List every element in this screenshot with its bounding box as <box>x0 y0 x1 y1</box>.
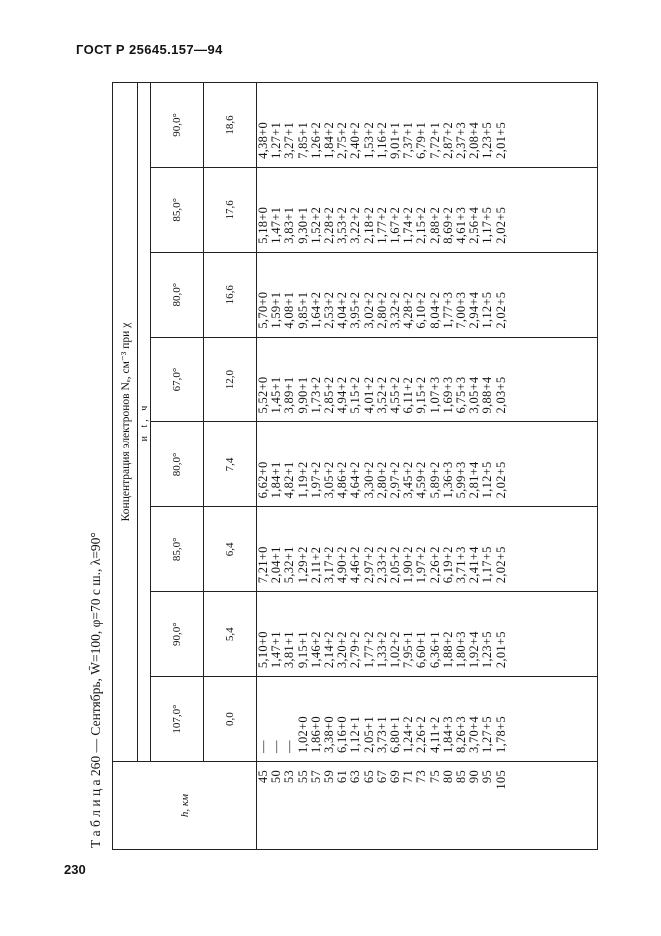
table-cell: 3,45+2 <box>401 461 416 499</box>
table-cell: 9,15+1 <box>295 631 310 669</box>
table-cell: 1,27+1 <box>269 121 284 159</box>
table-cell: 2,75+2 <box>335 121 350 159</box>
table-cell: 1,47+1 <box>269 206 284 244</box>
table-cell: 1,84+1 <box>269 461 284 499</box>
table-cell: 3,70+4 <box>467 716 482 753</box>
table-cell: 6,80+1 <box>388 716 403 753</box>
table-cell: 2,26+2 <box>414 716 429 753</box>
table-cell: 4,46+2 <box>348 546 363 584</box>
table-cell: 1,45+1 <box>269 376 284 414</box>
table-cell: 3,32+2 <box>388 291 403 329</box>
table-cell: 3,83+1 <box>282 206 297 244</box>
table-cell: 2,18+2 <box>361 206 376 244</box>
table-cell: 1,07+3 <box>427 376 442 414</box>
table-cell: 4,59+2 <box>414 461 429 499</box>
table-cell: 2,28+2 <box>322 206 337 244</box>
table-cell: 1,17+5 <box>480 206 495 244</box>
table-cell: 2,02+5 <box>493 461 508 499</box>
time-header-3: 7,4 <box>204 422 257 507</box>
heights-column <box>257 762 598 850</box>
table-cell: 2,08+4 <box>467 121 482 159</box>
chi-header-0: 107,0° <box>151 677 204 762</box>
table-cell: 6,16+0 <box>335 716 350 753</box>
table-cell: 1,74+2 <box>401 206 416 244</box>
table-cell: 1,80+3 <box>454 631 469 669</box>
page-number: 230 <box>64 862 86 877</box>
height-cell: 69 <box>388 770 403 784</box>
table-cell: 5,99+3 <box>454 461 469 499</box>
table-cell: 2,01+5 <box>493 631 508 669</box>
time-header-7: 18,6 <box>204 83 257 168</box>
values-column-4 <box>257 337 598 422</box>
time-header-1: 5,4 <box>204 592 257 677</box>
table-cell: 1,92+4 <box>467 631 482 669</box>
table-cell: 4,64+2 <box>348 461 363 499</box>
values-column-3 <box>257 422 598 507</box>
table-cell: 4,38+0 <box>256 121 270 159</box>
table-cell: 3,89+1 <box>282 376 297 414</box>
table-cell: 5,10+0 <box>256 631 270 669</box>
table-cell: 1,23+5 <box>480 121 495 159</box>
height-cell: 57 <box>308 770 323 784</box>
table-cell: 1,97+2 <box>308 461 323 499</box>
table-cell: 1,26+2 <box>308 121 323 159</box>
document-header: ГОСТ Р 25645.157—94 <box>76 42 223 57</box>
table-cell: 3,17+2 <box>322 546 337 584</box>
time-sub-header: и t, ч <box>138 83 151 762</box>
table-cell: 3,95+2 <box>348 291 363 329</box>
table-cell: 1,59+1 <box>269 291 284 329</box>
table-cell: 1,24+2 <box>401 716 416 753</box>
table-cell: 9,01+1 <box>388 121 403 159</box>
table-cell: 1,97+2 <box>414 546 429 584</box>
table-cell: — <box>282 740 297 753</box>
table-cell: 3,52+2 <box>374 376 389 414</box>
chi-header-4: 67,0° <box>151 337 204 422</box>
chi-header-2: 85,0° <box>151 507 204 592</box>
table-cell: 2,53+2 <box>322 291 337 329</box>
height-cell: 55 <box>295 770 310 784</box>
table-cell: 2,40+2 <box>348 121 363 159</box>
table-cell: 4,04+2 <box>335 291 350 329</box>
table-cell: 1,12+1 <box>348 716 363 753</box>
table-cell: 1,84+3 <box>440 716 455 753</box>
rotated-table-block <box>80 82 596 850</box>
table-cell: 1,88+2 <box>440 631 455 669</box>
table-cell: 1,36+3 <box>440 461 455 499</box>
table-cell: 1,16+2 <box>374 121 389 159</box>
table-cell: 2,79+2 <box>348 631 363 669</box>
table-cell: 3,73+1 <box>374 716 389 753</box>
table-cell: 2,02+5 <box>493 206 508 244</box>
time-header-6: 17,6 <box>204 167 257 252</box>
table-cell: 4,28+2 <box>401 291 416 329</box>
table-cell: 2,85+2 <box>322 376 337 414</box>
table-cell: 8,26+3 <box>454 716 469 753</box>
time-header-5: 16,6 <box>204 252 257 337</box>
height-cell: 63 <box>348 770 363 784</box>
table-cell: 4,08+1 <box>282 291 297 329</box>
table-cell: 6,11+2 <box>401 376 416 414</box>
table-caption: Т а б л и ц а 260 — Сентябрь, W̄=100, φ=70 с ш., λ=90° <box>88 532 103 848</box>
table-cell: 7,72+1 <box>427 121 442 159</box>
table-cell: 1,77+3 <box>440 291 455 329</box>
table-cell: 6,36+1 <box>427 631 442 669</box>
table-cell: 1,90+2 <box>401 546 416 584</box>
height-cell: 95 <box>480 770 495 784</box>
table-cell: 3,05+4 <box>467 376 482 414</box>
table-cell: 7,37+1 <box>401 121 416 159</box>
height-cell: 50 <box>269 770 284 784</box>
values-column-6 <box>257 167 598 252</box>
table-cell: 4,82+1 <box>282 461 297 499</box>
table-cell: 3,20+2 <box>335 631 350 669</box>
table-cell: 3,02+2 <box>361 291 376 329</box>
table-cell: 2,41+4 <box>467 546 482 584</box>
table-cell: 1,53+2 <box>361 121 376 159</box>
table-cell: 1,12+5 <box>480 461 495 499</box>
table-cell: 4,94+2 <box>335 376 350 414</box>
table-cell: 3,38+0 <box>322 716 337 753</box>
height-cell: 80 <box>440 770 455 784</box>
table-cell: 6,19+2 <box>440 546 455 584</box>
values-column-1 <box>257 592 598 677</box>
table-cell: 1,77+2 <box>361 631 376 669</box>
table-cell: 1,67+2 <box>388 206 403 244</box>
table-cell: 3,05+2 <box>322 461 337 499</box>
table-cell: 5,89+2 <box>427 461 442 499</box>
table-cell: 3,81+1 <box>282 631 297 669</box>
chi-header-1: 90,0° <box>151 592 204 677</box>
time-header-2: 6,4 <box>204 507 257 592</box>
height-cell: 71 <box>401 770 416 784</box>
concentration-super-header: Концентрация электронов Nₑ, см⁻³ при χ <box>113 83 138 762</box>
table-cell: 1,64+2 <box>308 291 323 329</box>
table-cell: 5,52+0 <box>256 376 270 414</box>
height-cell: 90 <box>467 770 482 784</box>
height-cell: 61 <box>335 770 350 784</box>
table-cell: 2,04+1 <box>269 546 284 584</box>
values-column-0 <box>257 677 598 762</box>
table-cell: 2,05+2 <box>388 546 403 584</box>
table-cell: 2,26+2 <box>427 546 442 584</box>
table-cell: 1,29+2 <box>295 546 310 584</box>
table-cell: 2,94+4 <box>467 291 482 329</box>
table-cell: 1,47+1 <box>269 631 284 669</box>
table-cell: 2,37+3 <box>454 121 469 159</box>
table-cell: 5,70+0 <box>256 291 270 329</box>
height-cell: 53 <box>282 770 297 784</box>
table-cell: 7,00+3 <box>454 291 469 329</box>
table-cell: 9,30+1 <box>295 206 310 244</box>
table-cell: 3,22+2 <box>348 206 363 244</box>
height-cell: 45 <box>256 770 270 784</box>
table-cell: 1,69+3 <box>440 376 455 414</box>
height-cell: 59 <box>322 770 337 784</box>
table-cell: 6,10+2 <box>414 291 429 329</box>
height-cell: 67 <box>374 770 389 784</box>
table-cell: 2,97+2 <box>361 546 376 584</box>
table-cell: 9,85+1 <box>295 291 310 329</box>
table-cell: — <box>269 740 284 753</box>
table-cell: 7,21+0 <box>256 546 270 584</box>
table-cell: 2,15+2 <box>414 206 429 244</box>
table-cell: 4,61+3 <box>454 206 469 244</box>
table-cell: 5,15+2 <box>348 376 363 414</box>
table-cell: 1,02+2 <box>388 631 403 669</box>
values-column-7 <box>257 83 598 168</box>
table-cell: 1,23+5 <box>480 631 495 669</box>
table-cell: 9,90+1 <box>295 376 310 414</box>
table-cell: 6,79+1 <box>414 121 429 159</box>
table-cell: 1,46+2 <box>308 631 323 669</box>
table-cell: 1,12+5 <box>480 291 495 329</box>
values-column-5 <box>257 252 598 337</box>
table-cell: 1,19+2 <box>295 461 310 499</box>
table-cell: 1,84+2 <box>322 121 337 159</box>
height-cell: 65 <box>361 770 376 784</box>
table-cell: 2,02+5 <box>493 291 508 329</box>
table-cell: 4,01+2 <box>361 376 376 414</box>
chi-header-7: 90,0° <box>151 83 204 168</box>
table-cell: 2,56+4 <box>467 206 482 244</box>
table-cell: 5,32+1 <box>282 546 297 584</box>
table-cell: — <box>256 740 270 753</box>
height-cell: 105 <box>493 770 508 790</box>
chi-header-6: 85,0° <box>151 167 204 252</box>
table-cell: 2,03+5 <box>493 376 508 414</box>
table-cell: 2,80+2 <box>374 461 389 499</box>
table-cell: 2,87+2 <box>440 121 455 159</box>
electron-concentration-table <box>112 82 598 850</box>
table-cell: 6,60+1 <box>414 631 429 669</box>
table-cell: 1,02+0 <box>295 716 310 753</box>
table-cell: 9,88+4 <box>480 376 495 414</box>
table-cell: 1,73+2 <box>308 376 323 414</box>
table-cell: 7,85+1 <box>295 121 310 159</box>
chi-header-3: 80,0° <box>151 422 204 507</box>
table-cell: 2,02+5 <box>493 546 508 584</box>
table-cell: 1,33+2 <box>374 631 389 669</box>
table-cell: 4,86+2 <box>335 461 350 499</box>
table-cell: 4,55+2 <box>388 376 403 414</box>
chi-header-5: 80,0° <box>151 252 204 337</box>
table-cell: 1,52+2 <box>308 206 323 244</box>
table-cell: 1,17+5 <box>480 546 495 584</box>
table-cell: 2,05+1 <box>361 716 376 753</box>
table-cell: 7,95+1 <box>401 631 416 669</box>
table-cell: 8,69+2 <box>440 206 455 244</box>
height-cell: 85 <box>454 770 469 784</box>
table-cell: 3,71+3 <box>454 546 469 584</box>
table-cell: 2,14+2 <box>322 631 337 669</box>
table-cell: 2,88+2 <box>427 206 442 244</box>
table-cell: 3,27+1 <box>282 121 297 159</box>
table-cell: 6,75+3 <box>454 376 469 414</box>
table-cell: 1,78+5 <box>493 716 508 753</box>
table-cell: 1,27+5 <box>480 716 495 753</box>
height-cell: 75 <box>427 770 442 784</box>
table-cell: 4,11+2 <box>427 716 442 753</box>
table-cell: 2,11+2 <box>308 546 323 584</box>
table-cell: 3,30+2 <box>361 461 376 499</box>
table-cell: 3,53+2 <box>335 206 350 244</box>
values-column-2 <box>257 507 598 592</box>
table-cell: 8,04+2 <box>427 291 442 329</box>
table-cell: 2,80+2 <box>374 291 389 329</box>
table-cell: 2,01+5 <box>493 121 508 159</box>
table-cell: 9,15+2 <box>414 376 429 414</box>
table-cell: 2,97+2 <box>388 461 403 499</box>
table-cell: 2,81+4 <box>467 461 482 499</box>
table-cell: 2,33+2 <box>374 546 389 584</box>
table-cell: 1,86+0 <box>308 716 323 753</box>
table-cell: 6,62+0 <box>256 461 270 499</box>
table-cell: 1,77+2 <box>374 206 389 244</box>
time-header-4: 12,0 <box>204 337 257 422</box>
time-header-0: 0,0 <box>204 677 257 762</box>
height-cell: 73 <box>414 770 429 784</box>
height-column-header: h, км <box>113 762 257 850</box>
table-cell: 5,18+0 <box>256 206 270 244</box>
table-cell: 4,90+2 <box>335 546 350 584</box>
